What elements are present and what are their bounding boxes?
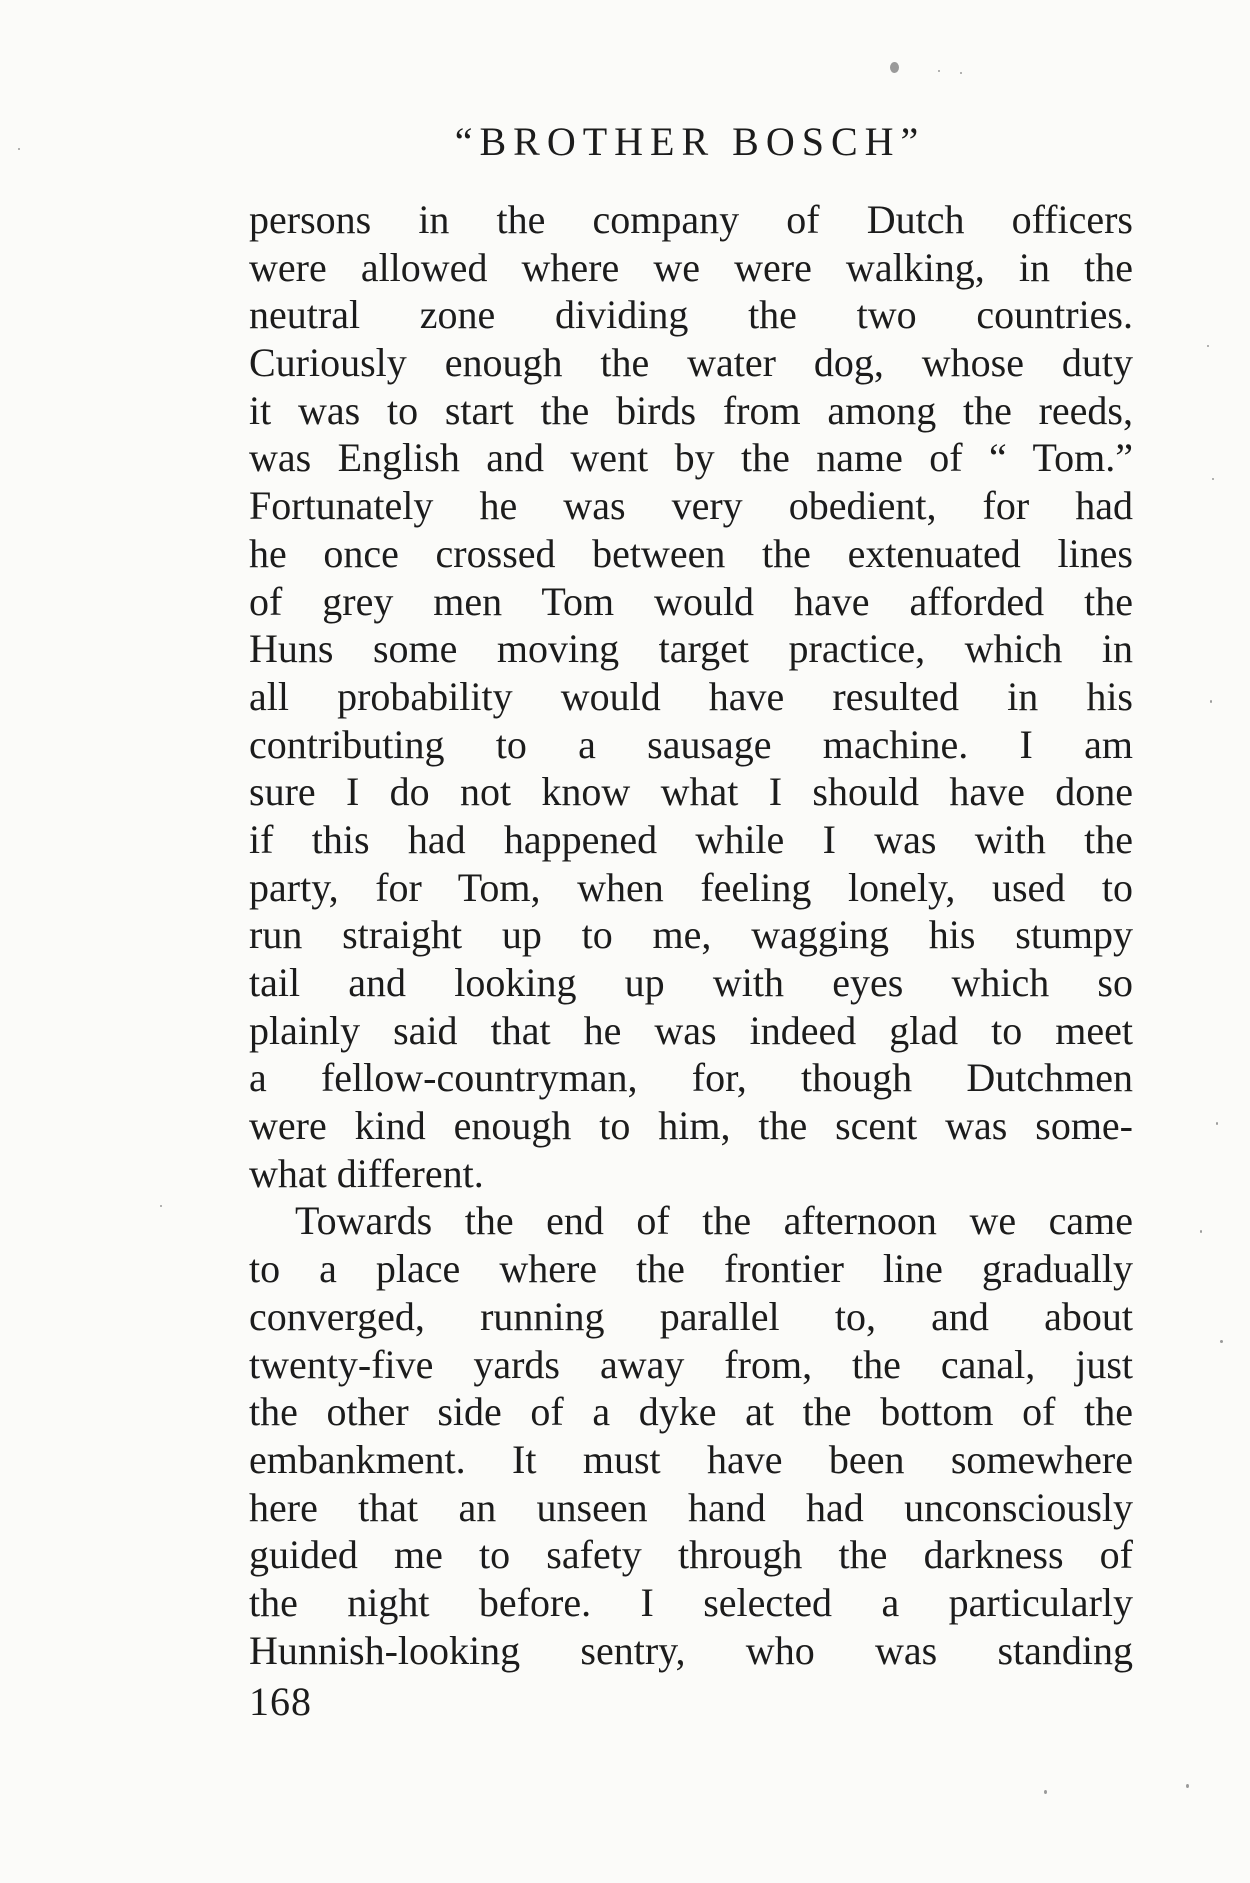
text-line: he once crossed between the extenuated lines (249, 530, 1133, 576)
scan-speck (1210, 700, 1212, 703)
scan-speck (1207, 345, 1209, 347)
scan-speck (938, 70, 940, 72)
text-line: if this had happened while I was with the (249, 816, 1133, 862)
text-line: converged, running parallel to, and about (249, 1293, 1133, 1339)
scan-speck (960, 72, 962, 74)
running-head: “BROTHER BOSCH” (454, 119, 926, 164)
text-line: contributing to a sausage machine. I am (249, 721, 1133, 767)
text-line: sure I do not know what I should have done (249, 769, 1133, 815)
scan-speck (1216, 1122, 1218, 1125)
text-line: to a place where the frontier line gradually (249, 1246, 1133, 1292)
text-line: Curiously enough the water dog, whose duty (249, 340, 1133, 386)
text-line: was English and went by the name of “ Tom.” (249, 435, 1133, 481)
text-line: run straight up to me, wagging his stumpy (249, 912, 1133, 958)
scan-speck (890, 62, 899, 73)
scan-speck (1200, 1230, 1202, 1233)
scan-speck (1212, 478, 1214, 480)
text-line: the other side of a dyke at the bottom of the (249, 1389, 1133, 1435)
text-line: neutral zone dividing the two countries. (249, 292, 1133, 338)
body-text (249, 196, 1133, 1674)
paragraph (249, 196, 1133, 1197)
scan-speck (160, 1205, 162, 1207)
text-line: the night before. I selected a particularly (249, 1579, 1133, 1625)
text-line: Towards the end of the afternoon we came (295, 1198, 1133, 1244)
text-line: plainly said that he was indeed glad to meet (249, 1007, 1133, 1053)
scan-speck (1044, 1790, 1047, 1794)
scan-speck (1220, 1340, 1223, 1343)
scan-speck (1186, 1784, 1189, 1788)
text-line: what different. (249, 1150, 484, 1196)
text-line: a fellow-countryman, for, though Dutchmen (249, 1055, 1133, 1101)
text-line: were kind enough to him, the scent was some- (249, 1103, 1133, 1149)
text-line: embankment. It must have been somewhere (249, 1436, 1133, 1482)
paragraph (249, 1197, 1133, 1674)
scan-speck (18, 148, 20, 150)
text-line: persons in the company of Dutch officers (249, 197, 1133, 242)
page-number: 168 (249, 1679, 312, 1724)
text-line: Fortunately he was very obedient, for had (249, 483, 1133, 529)
text-line: tail and looking up with eyes which so (249, 960, 1133, 1005)
text-line: Huns some moving target practice, which in (249, 626, 1133, 672)
text-line: of grey men Tom would have afforded the (249, 578, 1133, 624)
text-line: here that an unseen hand had unconsciously (249, 1484, 1133, 1530)
text-line: Hunnish-looking sentry, who was standing (249, 1627, 1133, 1673)
text-line: it was to start the birds from among the reeds, (249, 387, 1133, 433)
text-line: guided me to safety through the darkness of (249, 1532, 1133, 1578)
text-line: all probability would have resulted in his (249, 673, 1133, 719)
text-line: were allowed where we were walking, in the (249, 244, 1133, 290)
text-line: twenty-five yards away from, the canal, just (249, 1341, 1133, 1387)
text-line: party, for Tom, when feeling lonely, used to (249, 864, 1133, 910)
